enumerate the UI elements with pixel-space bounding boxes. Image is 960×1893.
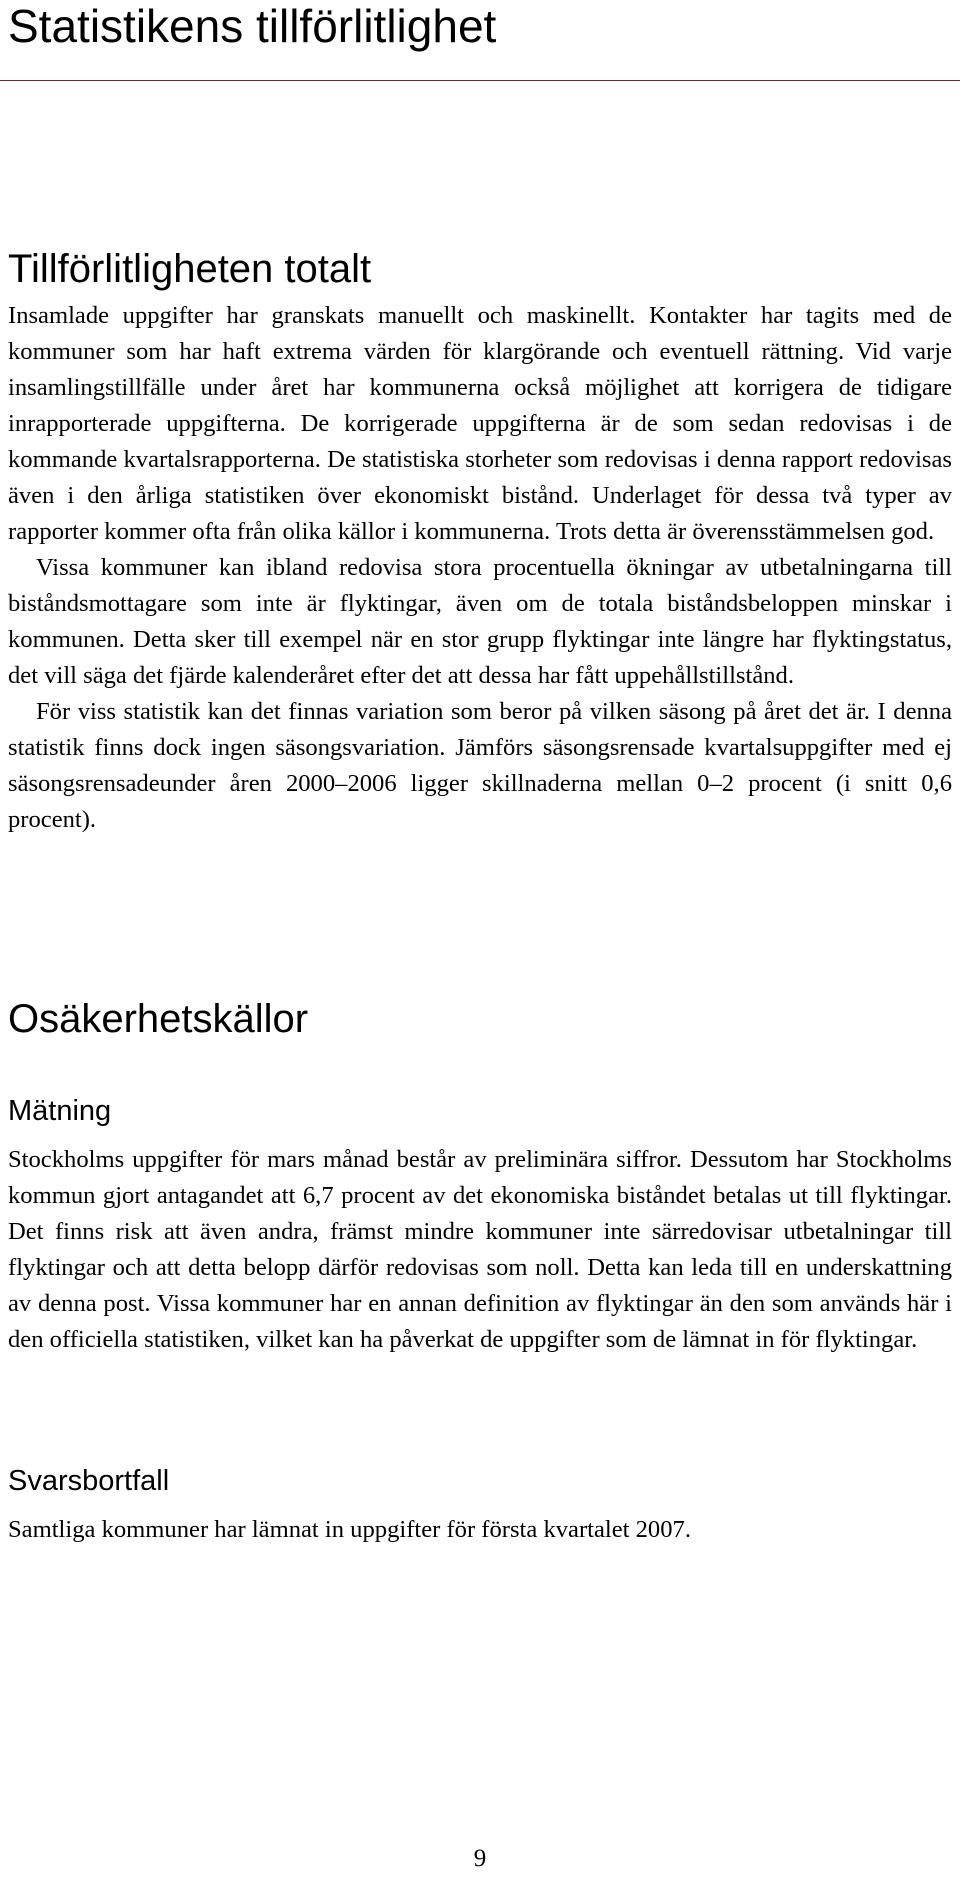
- paragraph: Vissa kommuner kan ibland redovisa stora procentuella ökningar av utbetalningarna till biståndsmottagare som inte är flyktingar, även om de totala biståndsbeloppen minskar i kommunen. Detta sker till exempel när en stor grupp flyktingar inte längre har flyktingstatus, det vill säga det fjärde kalenderåret efter det att dessa har fått uppehållstillstånd.: [8, 554, 952, 689]
- subsection-body-svarsbortfall: [8, 1512, 952, 1548]
- subsection-body-matning: [8, 1142, 952, 1358]
- page-number: 9: [473, 1845, 487, 1872]
- subsection-heading-matning: Mätning: [8, 1095, 112, 1127]
- paragraph: Stockholms uppgifter för mars månad består av preliminära siffror. Dessutom har Stockholms kommun gjort antagandet att 6,7 procent av det ekonomiska biståndet betalas ut till flyktingar. Det finns risk att även andra, främst mindre kommuner inte särredovisar utbetalningar till flyktingar och att detta belopp därför redovisas som noll. Detta kan leda till en underskattning av denna post. Vissa kommuner har en annan definition av flyktingar än den som används här i den officiella statistiken, vilket kan ha påverkat de uppgifter som de lämnat in för flyktingar.: [8, 1146, 952, 1353]
- section-heading-tillforlitlighet: Tillförlitligheten totalt: [8, 247, 372, 291]
- paragraph: Insamlade uppgifter har granskats manuellt och maskinellt. Kontakter har tagits med de kommuner som har haft extrema värden för klargörande och eventuell rättning. Vid varje insamlingstillfälle under året har kommunerna också möjlighet att korrigera de tidigare inrapporterade uppgifterna. De korrigerade uppgifterna är de som sedan redovisas i de kommande kvartalsrapporterna. De statistiska storheter som redovisas i denna rapport redovisas även i den årliga statistiken över ekonomiskt bistånd. Underlaget för dessa två typer av rapporter kommer ofta från olika källor i kommunerna. Trots detta är överensstämmelsen god.: [8, 302, 952, 545]
- section-body-tillforlitlighet: [8, 298, 952, 838]
- paragraph: För viss statistik kan det finnas variation som beror på vilken säsong på året det är. I denna statistik finns dock ingen säsongsvariation. Jämförs säsongsrensade kvartalsuppgifter med ej säsongsrensadeunder åren 2000–2006 ligger skillnaderna mellan 0–2 procent (i snitt 0,6 procent).: [8, 698, 952, 833]
- subsection-heading-svarsbortfall: Svarsbortfall: [8, 1465, 170, 1497]
- section-heading-osakerhetskallor: Osäkerhetskällor: [8, 997, 309, 1041]
- page-title: Statistikens tillförlitlighet: [8, 0, 497, 52]
- title-rule: [0, 80, 960, 81]
- paragraph: Samtliga kommuner har lämnat in uppgifter för första kvartalet 2007.: [8, 1516, 691, 1543]
